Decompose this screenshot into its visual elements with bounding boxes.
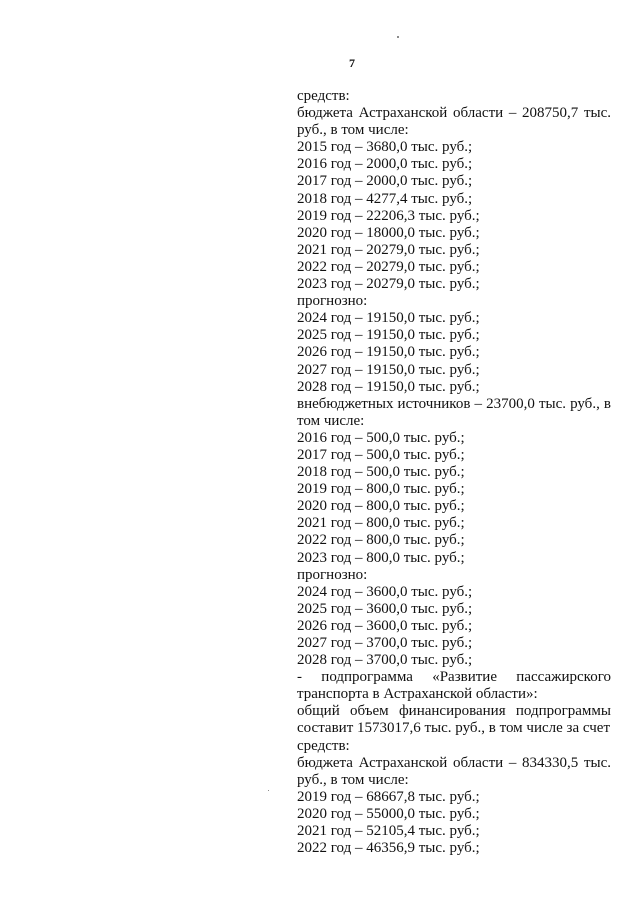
scan-speck [397, 36, 399, 38]
year-line: 2017 год – 500,0 тыс. руб.; [297, 446, 465, 463]
text-line: том числе: [297, 412, 365, 429]
year-line: 2021 год – 20279,0 тыс. руб.; [297, 241, 480, 258]
year-line: 2016 год – 500,0 тыс. руб.; [297, 429, 465, 446]
text-line: бюджета Астраханской области – 208750,7 тыс. [297, 105, 611, 122]
year-line: 2017 год – 2000,0 тыс. руб.; [297, 173, 473, 190]
year-line: 2025 год – 19150,0 тыс. руб.; [297, 327, 480, 344]
text-line: транспорта в Астраханской области»: [297, 686, 538, 703]
year-line: 2027 год – 19150,0 тыс. руб.; [297, 361, 480, 378]
text-line: общий объем финансирования подпрограммы [297, 703, 611, 720]
year-line: 2019 год – 68667,8 тыс. руб.; [297, 788, 480, 805]
text-line: прогнозно: [297, 293, 368, 310]
year-line: 2026 год – 19150,0 тыс. руб.; [297, 344, 480, 361]
page-number: 7 [349, 56, 355, 70]
text-line: средств: [297, 737, 350, 754]
text-line: внебюджетных источников – 23700,0 тыс. руб., в [297, 395, 611, 412]
text-line: руб., в том числе: [297, 122, 409, 139]
year-line: 2019 год – 22206,3 тыс. руб.; [297, 207, 480, 224]
year-line: 2025 год – 3600,0 тыс. руб.; [297, 600, 473, 617]
year-line: 2020 год – 55000,0 тыс. руб.; [297, 805, 480, 822]
year-line: 2020 год – 800,0 тыс. руб.; [297, 498, 465, 515]
year-line: 2027 год – 3700,0 тыс. руб.; [297, 635, 473, 651]
year-line: 2024 год – 19150,0 тыс. руб.; [297, 310, 480, 327]
text-line: средств: [297, 88, 350, 104]
year-line: 2015 год – 3680,0 тыс. руб.; [297, 139, 473, 156]
year-line: 2018 год – 4277,4 тыс. руб.; [297, 190, 473, 207]
document-body [297, 88, 611, 857]
year-line: 2018 год – 500,0 тыс. руб.; [297, 464, 465, 481]
year-line: 2020 год – 18000,0 тыс. руб.; [297, 224, 480, 241]
year-line: 2022 год – 46356,9 тыс. руб.; [297, 840, 480, 857]
text-line: бюджета Астраханской области – 834330,5 тыс. [297, 754, 611, 771]
year-line: 2028 год – 3700,0 тыс. руб.; [297, 652, 473, 669]
year-line: 2023 год – 800,0 тыс. руб.; [297, 549, 465, 566]
text-line: составит 1573017,6 тыс. руб., в том числе за счет [297, 720, 610, 737]
text-line: руб., в том числе: [297, 771, 409, 788]
year-line: 2026 год – 3600,0 тыс. руб.; [297, 617, 473, 634]
year-line: 2024 год – 3600,0 тыс. руб.; [297, 583, 473, 600]
year-line: 2023 год – 20279,0 тыс. руб.; [297, 276, 480, 293]
year-line: 2022 год – 800,0 тыс. руб.; [297, 532, 465, 549]
year-line: 2028 год – 19150,0 тыс. руб.; [297, 378, 480, 395]
text-line: прогнозно: [297, 566, 368, 583]
year-line: 2016 год – 2000,0 тыс. руб.; [297, 156, 473, 173]
text-line: - подпрограмма «Развитие пассажирского [297, 669, 611, 686]
year-line: 2021 год – 800,0 тыс. руб.; [297, 515, 465, 532]
year-line: 2019 год – 800,0 тыс. руб.; [297, 481, 465, 498]
year-line: 2022 год – 20279,0 тыс. руб.; [297, 258, 480, 275]
scan-speck [268, 790, 269, 791]
year-line: 2021 год – 52105,4 тыс. руб.; [297, 823, 480, 840]
